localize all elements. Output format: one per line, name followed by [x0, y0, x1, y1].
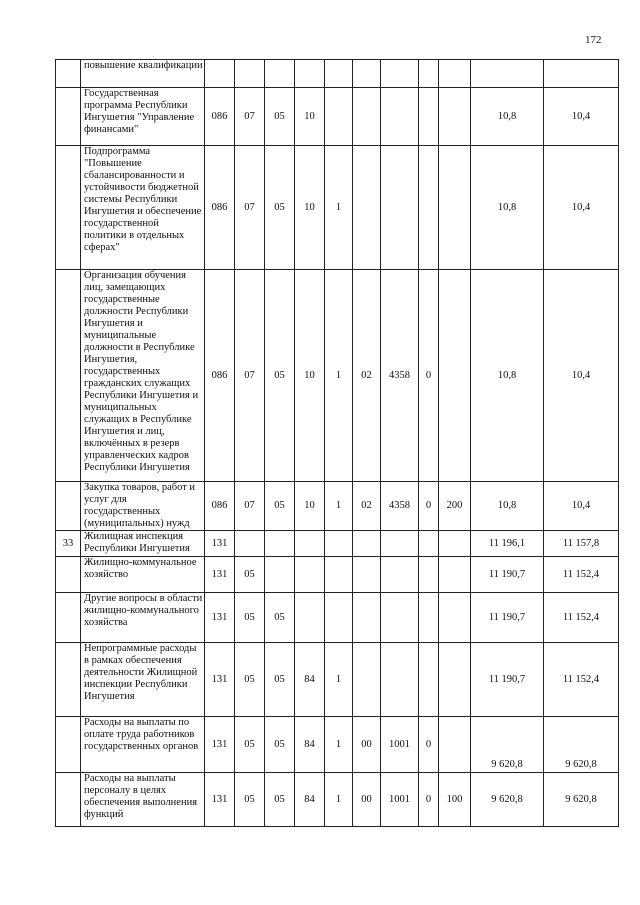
ministry-code-cell: 086	[205, 270, 235, 482]
expense-type-cell	[439, 557, 471, 593]
ministry-code-cell	[205, 60, 235, 88]
program-code-cell: 84	[295, 717, 325, 773]
ministry-code-cell: 131	[205, 717, 235, 773]
amount-year2-cell: 11 152,4	[544, 593, 619, 643]
direction-code-cell	[381, 531, 419, 557]
activity-code-cell	[353, 557, 381, 593]
direction-code-cell: 1001	[381, 717, 419, 773]
subprogram-code-cell	[325, 557, 353, 593]
item-name-cell: Государственная программа Республики Ингушетия "Управление финансами"	[81, 88, 205, 146]
amount-year2-cell: 11 157,8	[544, 531, 619, 557]
section-code-cell: 07	[235, 88, 265, 146]
direction-suffix-cell	[419, 88, 439, 146]
subprogram-code-cell	[325, 88, 353, 146]
activity-code-cell	[353, 60, 381, 88]
amount-year2-cell: 10,4	[544, 88, 619, 146]
row-number-cell	[56, 88, 81, 146]
subsection-code-cell: 05	[265, 270, 295, 482]
section-code-cell	[235, 60, 265, 88]
amount-year1-cell: 11 190,7	[471, 593, 544, 643]
program-code-cell: 10	[295, 88, 325, 146]
expense-type-cell	[439, 146, 471, 270]
amount-year1-cell: 10,8	[471, 146, 544, 270]
table-row	[56, 643, 619, 717]
table-row	[56, 88, 619, 146]
section-code-cell: 07	[235, 270, 265, 482]
direction-suffix-cell: 0	[419, 482, 439, 531]
expense-type-cell	[439, 531, 471, 557]
direction-suffix-cell	[419, 146, 439, 270]
expense-type-cell	[439, 593, 471, 643]
subsection-code-cell: 05	[265, 146, 295, 270]
program-code-cell: 10	[295, 482, 325, 531]
expense-type-cell	[439, 717, 471, 773]
subsection-code-cell: 05	[265, 773, 295, 827]
subprogram-code-cell: 1	[325, 482, 353, 531]
activity-code-cell	[353, 88, 381, 146]
amount-year2-cell	[544, 60, 619, 88]
item-name-cell: Жилищная инспекция Республики Ингушетия	[81, 531, 205, 557]
section-code-cell: 05	[235, 643, 265, 717]
subprogram-code-cell	[325, 593, 353, 643]
activity-code-cell	[353, 146, 381, 270]
section-code-cell: 05	[235, 593, 265, 643]
subprogram-code-cell: 1	[325, 773, 353, 827]
program-code-cell: 84	[295, 643, 325, 717]
table-row	[56, 773, 619, 827]
direction-suffix-cell	[419, 531, 439, 557]
direction-code-cell	[381, 557, 419, 593]
subsection-code-cell	[265, 531, 295, 557]
table-row	[56, 531, 619, 557]
direction-code-cell	[381, 60, 419, 88]
item-name-cell: Непрограммные расходы в рамках обеспечения деятельности Жилищной инспекции Республики Ингушетия	[81, 643, 205, 717]
row-number-cell	[56, 557, 81, 593]
amount-year2-cell: 10,4	[544, 146, 619, 270]
item-name-cell: Расходы на выплаты персоналу в целях обеспечения выполнения функций	[81, 773, 205, 827]
program-code-cell	[295, 531, 325, 557]
amount-year1-cell: 10,8	[471, 270, 544, 482]
page-number: 172	[585, 34, 602, 46]
ministry-code-cell: 086	[205, 146, 235, 270]
subsection-code-cell	[265, 60, 295, 88]
table-row	[56, 146, 619, 270]
activity-code-cell	[353, 593, 381, 643]
table-row	[56, 60, 619, 88]
direction-suffix-cell: 0	[419, 773, 439, 827]
item-name-cell: Подпрограмма "Повышение сбалансированности и устойчивости бюджетной системы Республики Ингушетия и обеспечение государственной политики в отдельных сферах"	[81, 146, 205, 270]
activity-code-cell	[353, 531, 381, 557]
amount-year1-cell: 11 196,1	[471, 531, 544, 557]
amount-year2-cell: 9 620,8	[544, 773, 619, 827]
direction-code-cell	[381, 88, 419, 146]
section-code-cell: 05	[235, 557, 265, 593]
amount-year1-cell: 9 620,8	[471, 773, 544, 827]
program-code-cell	[295, 593, 325, 643]
amount-year1-cell: 11 190,7	[471, 557, 544, 593]
subprogram-code-cell	[325, 531, 353, 557]
table-row	[56, 593, 619, 643]
subprogram-code-cell: 1	[325, 270, 353, 482]
expense-type-cell	[439, 60, 471, 88]
item-name-cell: Жилищно-коммунальное хозяйство	[81, 557, 205, 593]
program-code-cell	[295, 60, 325, 88]
section-code-cell: 07	[235, 482, 265, 531]
ministry-code-cell: 086	[205, 88, 235, 146]
budget-table	[55, 59, 619, 827]
subsection-code-cell: 05	[265, 593, 295, 643]
item-name-cell: Расходы на выплаты по оплате труда работников государственных органов	[81, 717, 205, 773]
amount-year2-cell: 10,4	[544, 482, 619, 531]
table-row	[56, 482, 619, 531]
row-number-cell	[56, 717, 81, 773]
expense-type-cell	[439, 270, 471, 482]
subprogram-code-cell: 1	[325, 717, 353, 773]
activity-code-cell: 00	[353, 717, 381, 773]
subprogram-code-cell	[325, 60, 353, 88]
subsection-code-cell: 05	[265, 717, 295, 773]
ministry-code-cell: 131	[205, 531, 235, 557]
subprogram-code-cell: 1	[325, 643, 353, 717]
activity-code-cell: 00	[353, 773, 381, 827]
activity-code-cell: 02	[353, 482, 381, 531]
item-name-cell: Другие вопросы в области жилищно-коммунального хозяйства	[81, 593, 205, 643]
subsection-code-cell: 05	[265, 482, 295, 531]
ministry-code-cell: 086	[205, 482, 235, 531]
direction-code-cell: 1001	[381, 773, 419, 827]
row-number-cell	[56, 270, 81, 482]
activity-code-cell	[353, 643, 381, 717]
direction-suffix-cell: 0	[419, 717, 439, 773]
section-code-cell: 07	[235, 146, 265, 270]
table-row	[56, 270, 619, 482]
direction-suffix-cell	[419, 593, 439, 643]
direction-suffix-cell	[419, 557, 439, 593]
item-name-cell: Закупка товаров, работ и услуг для государственных (муниципальных) нужд	[81, 482, 205, 531]
expense-type-cell	[439, 643, 471, 717]
amount-year1-cell: 10,8	[471, 482, 544, 531]
direction-code-cell: 4358	[381, 270, 419, 482]
ministry-code-cell: 131	[205, 773, 235, 827]
ministry-code-cell: 131	[205, 643, 235, 717]
table-row	[56, 717, 619, 773]
item-name-cell: Организация обучения лиц, замещающих государственные должности Республики Ингушетия и муниципальные должности в Республике Ингушетия, государственных гражданских служащих Республики Ингушетия и муниципальных служащих в Республике Ингушетия и лиц, включённых в резерв управленческих кадров Республики Ингушетия	[81, 270, 205, 482]
amount-year2-cell: 11 152,4	[544, 643, 619, 717]
program-code-cell: 84	[295, 773, 325, 827]
direction-code-cell: 4358	[381, 482, 419, 531]
row-number-cell	[56, 60, 81, 88]
section-code-cell	[235, 531, 265, 557]
program-code-cell: 10	[295, 270, 325, 482]
subsection-code-cell	[265, 557, 295, 593]
program-code-cell: 10	[295, 146, 325, 270]
direction-suffix-cell: 0	[419, 270, 439, 482]
row-number-cell: 33	[56, 531, 81, 557]
amount-year2-cell: 11 152,4	[544, 557, 619, 593]
section-code-cell: 05	[235, 717, 265, 773]
expense-type-cell	[439, 88, 471, 146]
item-name-cell: повышение квалификации	[81, 60, 205, 88]
row-number-cell	[56, 643, 81, 717]
row-number-cell	[56, 773, 81, 827]
amount-year1-cell: 9 620,8	[471, 717, 544, 773]
amount-year1-cell: 11 190,7	[471, 643, 544, 717]
direction-suffix-cell	[419, 643, 439, 717]
amount-year1-cell: 10,8	[471, 88, 544, 146]
amount-year1-cell	[471, 60, 544, 88]
expense-type-cell: 100	[439, 773, 471, 827]
amount-year2-cell: 10,4	[544, 270, 619, 482]
subsection-code-cell: 05	[265, 643, 295, 717]
direction-code-cell	[381, 643, 419, 717]
ministry-code-cell: 131	[205, 593, 235, 643]
row-number-cell	[56, 593, 81, 643]
direction-code-cell	[381, 593, 419, 643]
direction-suffix-cell	[419, 60, 439, 88]
direction-code-cell	[381, 146, 419, 270]
row-number-cell	[56, 146, 81, 270]
activity-code-cell: 02	[353, 270, 381, 482]
subsection-code-cell: 05	[265, 88, 295, 146]
amount-year2-cell: 9 620,8	[544, 717, 619, 773]
subprogram-code-cell: 1	[325, 146, 353, 270]
section-code-cell: 05	[235, 773, 265, 827]
table-row	[56, 557, 619, 593]
ministry-code-cell: 131	[205, 557, 235, 593]
program-code-cell	[295, 557, 325, 593]
expense-type-cell: 200	[439, 482, 471, 531]
row-number-cell	[56, 482, 81, 531]
